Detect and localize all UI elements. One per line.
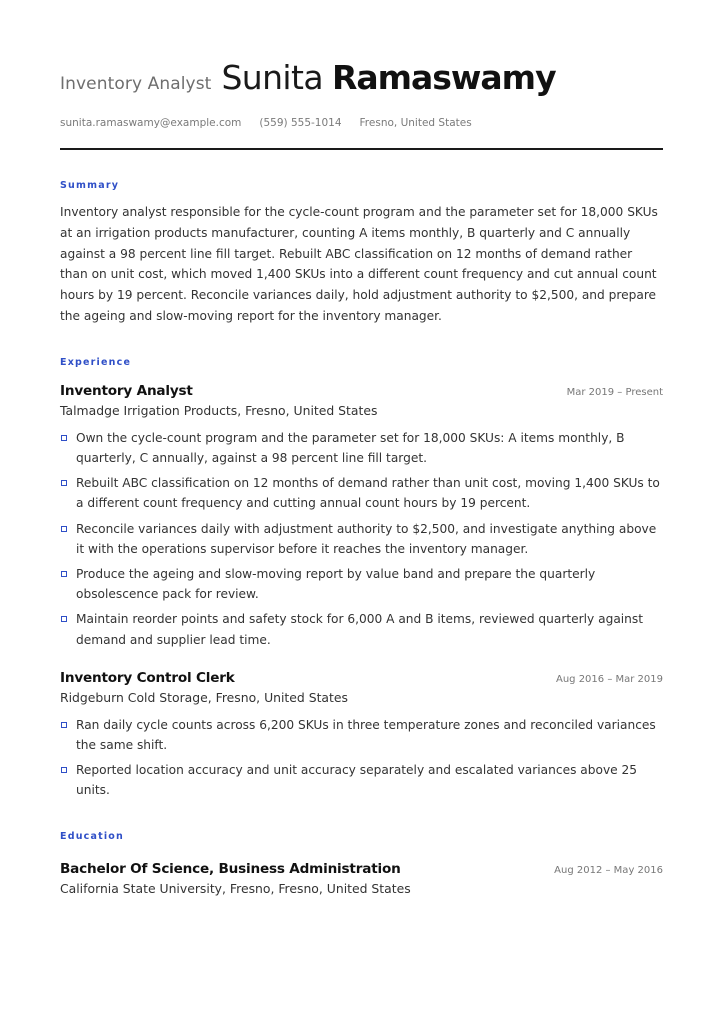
bullet-item [60, 564, 663, 604]
education-dates: Aug 2012 – May 2016 [554, 864, 663, 876]
phone-number: (559) 555-1014 [259, 117, 342, 129]
header-divider [60, 148, 663, 150]
square-bullet-icon [61, 526, 67, 532]
square-bullet-icon [61, 480, 67, 486]
bullet-text: Maintain reorder points and safety stock for 6,000 A and B items, reviewed quarterly against demand and supplier lead time. [76, 612, 644, 647]
square-bullet-icon [61, 571, 67, 577]
bullet-item [60, 760, 663, 800]
bullet-item [60, 715, 663, 755]
job-dates: Mar 2019 – Present [566, 386, 663, 398]
education-header [60, 861, 663, 877]
experience-heading: Experience [60, 356, 132, 368]
job-bullets [60, 428, 663, 650]
square-bullet-icon [61, 722, 67, 728]
bullet-item [60, 473, 663, 513]
job-dates: Aug 2016 – Mar 2019 [555, 673, 663, 685]
summary-text: Inventory analyst responsible for the cycle-count program and the parameter set for 18,000 SKUs at an irrigation products manufacturer, counting A items monthly, B quarterly and C annually against a 98 percent line fill target. Rebuilt ABC classification on 12 months of demand rather than on unit cost, which moved 1,400 SKUs into a different count frequency and cut annual count hours by 19 percent. Reconcile variances daily, hold adjustment authority to $2,500, and prepare the ageing and slow-moving report for the inventory manager. [60, 205, 658, 323]
degree-title: Bachelor Of Science, Business Administration [60, 860, 401, 877]
bullet-text: Rebuilt ABC classification on 12 months of demand rather than unit cost, moving 1,400 SKUs to a different count frequency and cutting annual count hours by 19 percent. [76, 476, 660, 511]
job-header [60, 383, 663, 399]
education-heading: Education [60, 830, 124, 842]
job-entry [60, 670, 663, 801]
job-role-title: Inventory Analyst [60, 74, 212, 94]
resume-header [60, 0, 663, 150]
square-bullet-icon [61, 767, 67, 773]
education-entry [60, 861, 663, 896]
email-link[interactable]: sunita.ramaswamy@example.com [60, 117, 242, 129]
job-title: Inventory Control Clerk [60, 669, 235, 686]
job-company: Talmadge Irrigation Products, Fresno, United States [60, 402, 378, 418]
job-entry [60, 383, 663, 650]
first-name: Sunita [221, 58, 323, 97]
bullet-text: Reported location accuracy and unit accuracy separately and escalated variances above 25 units. [76, 763, 638, 798]
square-bullet-icon [61, 435, 67, 441]
school-name: California State University, Fresno, Fresno, United States [60, 880, 411, 896]
bullet-item [60, 519, 663, 559]
bullet-item [60, 609, 663, 649]
summary-heading: Summary [60, 180, 120, 191]
bullet-item [60, 428, 663, 468]
job-bullets [60, 715, 663, 801]
contact-info [60, 117, 663, 129]
square-bullet-icon [61, 616, 67, 622]
bullet-text: Own the cycle-count program and the parameter set for 18,000 SKUs: A items monthly, B quarterly, C annually, against a 98 percent line fill target. [76, 430, 625, 465]
name-row [60, 58, 663, 97]
job-header [60, 670, 663, 686]
location: Fresno, United States [359, 117, 472, 129]
last-name: Ramaswamy [331, 58, 556, 97]
job-title: Inventory Analyst [60, 382, 193, 399]
bullet-text: Ran daily cycle counts across 6,200 SKUs in three temperature zones and reconciled variances the same shift. [76, 717, 656, 753]
bullet-text: Reconcile variances daily with adjustment authority to $2,500, and investigate anything above it with the operations supervisor before it reaches the inventory manager. [76, 521, 657, 556]
bullet-text: Produce the ageing and slow-moving report by value band and prepare the quarterly obsolescence pack for review. [76, 567, 596, 602]
job-company: Ridgeburn Cold Storage, Fresno, United States [60, 689, 348, 705]
